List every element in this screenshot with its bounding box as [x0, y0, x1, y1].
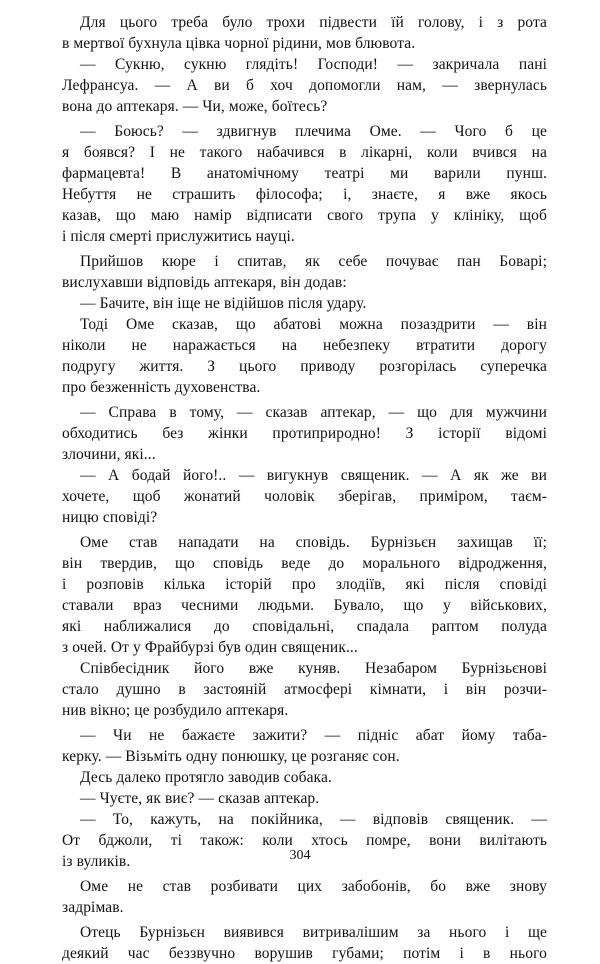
text-line: нив вікно; це розбудило аптекаря.: [62, 702, 289, 719]
text-line: Тоді Оме сказав, що абатові можна позаздрити — він: [80, 316, 547, 333]
text-line: які наближалися до сповідальні, спадала раптом полуда: [62, 618, 547, 635]
page-number: 304: [289, 848, 311, 863]
text-line: Для цього треба було трохи підвести їй голову, і з рота: [80, 14, 547, 31]
text-line: вислухавши відповідь аптекаря, він додав:: [62, 274, 347, 291]
text-line: — То, кажуть, на покійника, — відповів священик. —: [80, 811, 547, 828]
text-line: Оме не став розбивати цих забобонів, бо вже знову: [80, 878, 547, 895]
text-line: і після смерті прислужитись науці.: [62, 228, 295, 245]
text-line: ницю сповіді?: [62, 509, 158, 526]
text-line: Співбесідник його вже куняв. Незабаром Бурнізьєнові: [80, 660, 547, 677]
text-line: в мертвої бухнула цівка чорної рідини, мов блювота.: [62, 35, 416, 52]
text-line: стало душно в застояній атмосфері кімнати, і він розчи-: [62, 681, 547, 698]
text-line: казав, що маю намір відписати свого трупа у клініку, щоб: [62, 207, 547, 224]
text-line: з очей. От у Фрайбурзі був один священик...: [62, 639, 358, 656]
text-line: хочете, щоб жонатий чоловік зберігав, приміром, таєм-: [62, 488, 547, 505]
text-line: — Бачите, він іще не відійшов після удару.: [80, 295, 367, 312]
text-line: Оме став нападати на сповідь. Бурнізьєн захищав її;: [80, 534, 547, 551]
text-line: — Боюсь? — здвигнув плечима Оме. — Чого б це: [80, 123, 547, 140]
text-line: — Сукню, сукню глядіть! Господи! — закричала пані: [80, 56, 547, 73]
text-line: Лефрансуа. — А ви б хоч допомогли нам, — звернулась: [62, 77, 547, 94]
text-line: Небуття не страшить філософа; і, знаєте, я вже якось: [62, 186, 547, 203]
text-line: задрімав.: [62, 899, 124, 916]
text-line: — Чуєте, як виє? — сказав аптекар.: [80, 790, 320, 807]
text-line: Отець Бурнізьєн виявився витривалішим за нього і ще: [80, 924, 547, 941]
text-line: злочини, які...: [62, 446, 156, 463]
text-line: керку. — Візьміть одну понюшку, це розганяє сон.: [62, 748, 400, 765]
text-line: я боявся? І не такого набачився в лікарні, коли вчився на: [62, 144, 547, 161]
text-line: Десь далеко протягло заводив собака.: [80, 769, 332, 786]
text-line: із вуликів.: [62, 853, 131, 870]
text-line: подругу життя. З цього приводу розгорілась суперечка: [62, 358, 547, 375]
text-line: ставали враз чесними людьми. Бувало, що у військових,: [62, 597, 547, 614]
text-line: — Справа в тому, — сказав аптекар, — що для мужчини: [80, 404, 547, 421]
text-line: — Чи не бажаєте зажити? — підніс абат йому таба-: [80, 727, 547, 744]
text-line: деякий час беззвучно ворушив губами; потім і в нього: [62, 945, 547, 962]
text-line: вона до аптекаря. — Чи, може, боїтесь?: [62, 98, 328, 115]
text-line: Прийшов кюре і спитав, як себе почуває пан Боварі;: [80, 253, 547, 270]
text-line: і розповів кілька історій про злодіїв, які після сповіді: [62, 576, 547, 593]
text-line: — А бодай його!.. — вигукнув священик. — А як же ви: [80, 467, 547, 484]
text-line: про безженність духовенства.: [62, 379, 261, 396]
text-line: він твердив, що сповідь веде до морального відродження,: [62, 555, 547, 572]
body-text: [62, 12, 547, 964]
text-line: фармацевта! В анатомічному театрі ми варили пунш.: [62, 165, 547, 182]
text-line: ніколи не наражається на небезпеку втратити дорогу: [62, 337, 547, 354]
text-line: обходитись без жінки протиприродно! З історії відомі: [62, 425, 547, 442]
text-line: От бджоли, ті також: коли хтось помре, вони вилітають: [62, 832, 547, 849]
